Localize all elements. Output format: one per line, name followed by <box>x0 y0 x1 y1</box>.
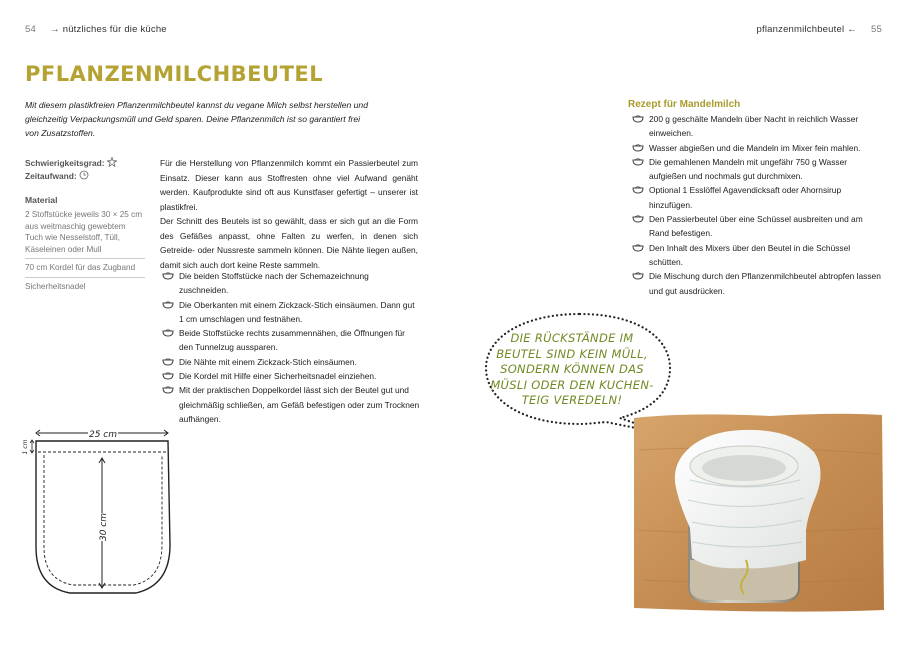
page-header-left <box>25 24 167 35</box>
bowl-bullet-icon <box>632 143 644 152</box>
step-text: Den Passierbeutel über eine Schüssel ausbreiten und am Rand befestigen. <box>649 214 863 239</box>
step-text: Die Oberkanten mit einem Zickzack-Stich einsäumen. Dann gut 1 cm umschlagen und festnähen. <box>179 299 415 324</box>
step-text: Mit der praktischen Doppelkordel lässt sich der Beutel gut und gleichmäßig schließen, am Gefäß befestigen oder zum Trocknen aufhängen. <box>179 385 420 424</box>
step-text: Wasser abgießen und die Mandeln im Mixer fein mahlen. <box>649 142 861 153</box>
material-heading: Material <box>25 195 58 205</box>
bowl-bullet-icon <box>632 157 644 166</box>
page-number-right: 55 <box>871 24 882 35</box>
step-text: Beide Stoffstücke rechts zusammennähen, die Öffnungen für den Tunnelzug aussparen. <box>179 328 405 353</box>
body-paragraph: Der Schnitt des Beutels ist so gewählt, dass er sich gut an die Form des Gefäßes anpasst, ohne Falten zu werfen, in denen sich Getreide- oder Nussreste sammeln können. Die Nähte liegen außen, damit sich auch dort keine Reste sammeln. <box>160 216 418 270</box>
page-number-left: 54 <box>25 24 36 35</box>
step-text: Die beiden Stoffstücke nach der Schemazeichnung zuschneiden. <box>179 271 369 296</box>
width-label: 25 cm <box>88 430 118 440</box>
intro-text: Mit diesem plastikfreien Pflanzenmilchbeutel kannst du vegane Milch selbst herstellen und gleichzeitig Verpackungsmüll und Geld sparen. Deine Pflanzenmilch ist so garantiert frei von Zusatzstoffen. <box>25 100 368 138</box>
pattern-diagram <box>18 425 178 605</box>
bowl-bullet-icon <box>162 328 174 337</box>
bowl-bullet-icon <box>632 214 644 223</box>
recipe-steps <box>630 112 885 298</box>
bowl-bullet-icon <box>162 357 174 366</box>
difficulty-label: Schwierigkeitsgrad: <box>25 158 105 168</box>
list-item <box>160 383 420 426</box>
material-list <box>25 208 145 297</box>
step-text: Die Nähte mit einem Zickzack-Stich einsäumen. <box>179 356 357 367</box>
list-item <box>630 141 885 155</box>
milk-bag-photo <box>630 410 886 614</box>
material-item: 2 Stoffstücke jeweils 30 × 25 cm aus weitmaschig gewebtem Tuch wie Nesselstoff, Tüll, Käseleinen oder Mull <box>25 208 145 259</box>
bubble-line: SONDERN KÖNNEN DAS <box>500 362 644 376</box>
section-label-right: pflanzenmilchbeutel ← <box>756 24 857 35</box>
instruction-steps <box>160 269 420 426</box>
material-item: Sicherheitsnadel <box>25 281 86 291</box>
height-label: 30 cm <box>99 512 109 542</box>
list-item <box>630 212 885 241</box>
recipe-title: Rezept für Mandelmilch <box>628 99 741 110</box>
list-item <box>160 355 420 369</box>
list-item <box>630 241 885 270</box>
list-item <box>630 269 885 298</box>
bowl-bullet-icon <box>632 114 644 123</box>
list-item <box>630 183 885 212</box>
body-paragraph: Für die Herstellung von Pflanzenmilch kommt ein Passierbeutel zum Einsatz. Dieser kann aus Stoffresten ohne viel Aufwand genäht werden. Kaufprodukte sind oft aus Kunstfaser gefertigt – unserer ist plastikfrei. <box>160 158 418 212</box>
list-item <box>630 155 885 184</box>
bubble-text <box>486 331 658 409</box>
clock-icon <box>79 170 89 180</box>
bowl-bullet-icon <box>162 371 174 380</box>
bubble-line: TEIG VEREDELN! <box>521 393 623 407</box>
effort-row <box>25 170 89 181</box>
section-label-left: → nützliches für die küche <box>50 24 167 35</box>
step-text: Optional 1 Esslöffel Agavendicksaft oder Ahornsirup hinzufügen. <box>649 185 842 210</box>
step-text: Den Inhalt des Mixers über den Beutel in die Schüssel schütten. <box>649 242 851 267</box>
bubble-line: DIE RÜCKSTÄNDE IM <box>510 331 634 345</box>
bubble-line: MÜSLI ODER DEN KUCHEN- <box>490 377 654 392</box>
page-title: PFLANZENMILCHBEUTEL <box>25 62 324 86</box>
star-icon <box>107 157 117 167</box>
list-item <box>630 112 885 141</box>
step-text: Die Kordel mit Hilfe einer Sicherheitsnadel einziehen. <box>179 371 377 382</box>
list-item <box>160 369 420 383</box>
step-text: Die gemahlenen Mandeln mit ungefähr 750 g Wasser aufgießen und nochmals gut durchmixen. <box>649 156 848 182</box>
list-item <box>160 298 420 327</box>
bowl-bullet-icon <box>632 185 644 194</box>
bowl-bullet-icon <box>162 271 174 280</box>
bowl-bullet-icon <box>162 385 174 394</box>
difficulty-row <box>25 157 117 168</box>
step-text: 200 g geschälte Mandeln über Nacht in reichlich Wasser einweichen. <box>649 114 859 139</box>
step-text: Die Mischung durch den Pflanzenmilchbeutel abtropfen lassen und gut ausdrücken. <box>649 271 881 296</box>
body-text <box>160 156 418 272</box>
bowl-bullet-icon <box>632 271 644 280</box>
effort-label: Zeitaufwand: <box>25 171 77 181</box>
hem-arrow <box>30 440 34 453</box>
bowl-bullet-icon <box>632 243 644 252</box>
page-header-right <box>757 24 882 35</box>
hem-label: 1 cm <box>22 439 29 455</box>
bowl-bullet-icon <box>162 300 174 309</box>
list-item <box>160 269 420 298</box>
jar-opening <box>702 455 786 481</box>
bubble-line: BEUTEL SIND KEIN MÜLL, <box>496 346 648 361</box>
list-item <box>160 326 420 355</box>
material-item: 70 cm Kordel für das Zugband <box>25 261 145 278</box>
